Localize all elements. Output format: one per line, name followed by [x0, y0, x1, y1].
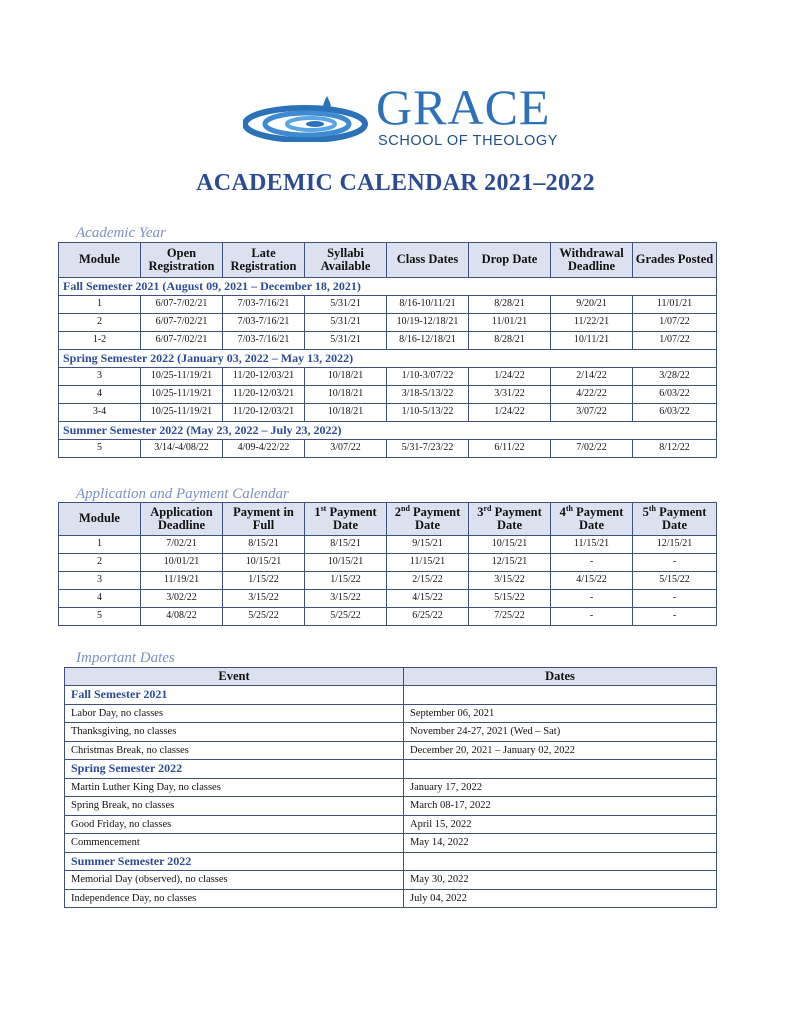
table-cell: -: [633, 590, 717, 608]
table-row: [65, 741, 717, 760]
table-cell: -: [551, 554, 633, 572]
event-cell: Good Friday, no classes: [65, 815, 404, 834]
table-row: [59, 554, 717, 572]
table-row: [65, 778, 717, 797]
page-title: ACADEMIC CALENDAR 2021–2022: [196, 170, 595, 196]
semester-title: Spring Semester 2022 (January 03, 2022 – May 13, 2022): [59, 350, 717, 368]
table-cell: 2: [59, 314, 141, 332]
table-cell: 5/31/21: [305, 314, 387, 332]
table-cell: 5/25/22: [223, 608, 305, 626]
table-row: [65, 834, 717, 853]
table-cell: 2/14/22: [551, 368, 633, 386]
table-cell: 11/19/21: [141, 572, 223, 590]
table-cell: 6/07-7/02/21: [141, 296, 223, 314]
table-cell: 11/15/21: [387, 554, 469, 572]
table-cell: 7/02/22: [551, 440, 633, 458]
table-cell: -: [551, 590, 633, 608]
semester-row: [59, 350, 717, 368]
payment-calendar-title: Application and Payment Calendar: [76, 486, 289, 502]
table-cell: 11/20-12/03/21: [223, 404, 305, 422]
table-row: [65, 815, 717, 834]
table-cell: 12/15/21: [633, 536, 717, 554]
table-cell: 5/31-7/23/22: [387, 440, 469, 458]
table-row: [59, 368, 717, 386]
table-cell: 6/03/22: [633, 386, 717, 404]
event-cell: Thanksgiving, no classes: [65, 723, 404, 742]
table-row: [65, 723, 717, 742]
table-cell: 8/16-12/18/21: [387, 332, 469, 350]
table-cell: 4/22/22: [551, 386, 633, 404]
table-cell: -: [633, 608, 717, 626]
semester-group-row: [65, 760, 717, 779]
grace-logo: [243, 79, 558, 150]
table-cell: 4: [59, 590, 141, 608]
table-cell: 10/15/21: [305, 554, 387, 572]
table-cell: 10/18/21: [305, 404, 387, 422]
table-cell: 1/07/22: [633, 332, 717, 350]
table-cell: 3/07/22: [305, 440, 387, 458]
header-module: Module: [59, 243, 141, 278]
table-cell: 7/03-7/16/21: [223, 314, 305, 332]
table-cell: 6/25/22: [387, 608, 469, 626]
table-cell: 4/09-4/22/22: [223, 440, 305, 458]
table-row: [59, 536, 717, 554]
event-cell: Commencement: [65, 834, 404, 853]
header-open-registration: Open Registration: [141, 243, 223, 278]
table-cell: 11/22/21: [551, 314, 633, 332]
table-cell: 7/03-7/16/21: [223, 296, 305, 314]
table-cell: 8/28/21: [469, 296, 551, 314]
table-cell: 8/16-10/11/21: [387, 296, 469, 314]
table-cell: 1/15/22: [305, 572, 387, 590]
table-row: [59, 314, 717, 332]
table-cell: 11/15/21: [551, 536, 633, 554]
table-cell: 11/01/21: [633, 296, 717, 314]
table-row: [59, 590, 717, 608]
header-4th-payment-date: 4th Payment Date: [551, 503, 633, 536]
table-cell: 10/11/21: [551, 332, 633, 350]
academic-header-row: [59, 243, 717, 278]
table-cell: 3/15/22: [469, 572, 551, 590]
table-cell: 4: [59, 386, 141, 404]
event-cell: Spring Break, no classes: [65, 797, 404, 816]
table-cell: 5/31/21: [305, 296, 387, 314]
table-cell: 8/12/22: [633, 440, 717, 458]
table-cell: 11/20-12/03/21: [223, 368, 305, 386]
table-cell: 8/15/21: [305, 536, 387, 554]
event-cell: Christmas Break, no classes: [65, 741, 404, 760]
table-cell: 3/31/22: [469, 386, 551, 404]
academic-year-title: Academic Year: [76, 225, 166, 241]
table-cell: 6/03/22: [633, 404, 717, 422]
table-row: [59, 608, 717, 626]
table-cell: 10/15/21: [469, 536, 551, 554]
header-class-dates: Class Dates: [387, 243, 469, 278]
table-cell: 1: [59, 296, 141, 314]
table-cell: 1-2: [59, 332, 141, 350]
table-row: [65, 797, 717, 816]
semester-title: Fall Semester 2021 (August 09, 2021 – December 18, 2021): [59, 278, 717, 296]
date-cell: July 04, 2022: [404, 889, 717, 908]
table-cell: 6/07-7/02/21: [141, 314, 223, 332]
empty-cell: [404, 760, 717, 779]
header-late-registration: Late Registration: [223, 243, 305, 278]
table-cell: 10/25-11/19/21: [141, 404, 223, 422]
table-cell: 3/15/22: [223, 590, 305, 608]
empty-cell: [404, 686, 717, 705]
date-cell: November 24-27, 2021 (Wed – Sat): [404, 723, 717, 742]
table-cell: 10/18/21: [305, 386, 387, 404]
table-cell: 3/02/22: [141, 590, 223, 608]
semester-group-title: Spring Semester 2022: [65, 760, 404, 779]
important-dates-table: [64, 667, 717, 908]
table-cell: -: [633, 554, 717, 572]
table-cell: 5/31/21: [305, 332, 387, 350]
table-row: [65, 871, 717, 890]
table-cell: 1/07/22: [633, 314, 717, 332]
table-cell: 2: [59, 554, 141, 572]
important-dates-title: Important Dates: [76, 650, 175, 666]
table-cell: -: [551, 608, 633, 626]
table-row: [59, 404, 717, 422]
table-cell: 10/18/21: [305, 368, 387, 386]
table-cell: 3: [59, 572, 141, 590]
table-cell: 1/15/22: [223, 572, 305, 590]
header-payment-in-full: Payment in Full: [223, 503, 305, 536]
table-cell: 5: [59, 608, 141, 626]
date-cell: September 06, 2021: [404, 704, 717, 723]
date-cell: March 08-17, 2022: [404, 797, 717, 816]
event-cell: Martin Luther King Day, no classes: [65, 778, 404, 797]
date-cell: May 30, 2022: [404, 871, 717, 890]
table-row: [59, 296, 717, 314]
empty-cell: [404, 852, 717, 871]
event-cell: Labor Day, no classes: [65, 704, 404, 723]
table-cell: 3/18-5/13/22: [387, 386, 469, 404]
semester-row: [59, 278, 717, 296]
table-cell: 8/15/21: [223, 536, 305, 554]
date-cell: April 15, 2022: [404, 815, 717, 834]
semester-group-row: [65, 686, 717, 705]
event-cell: Memorial Day (observed), no classes: [65, 871, 404, 890]
important-dates-header-row: [65, 668, 717, 686]
header-withdrawal-deadline: Withdrawal Deadline: [551, 243, 633, 278]
table-row: [59, 440, 717, 458]
semester-row: [59, 422, 717, 440]
table-cell: 3: [59, 368, 141, 386]
table-cell: 3/14/-4/08/22: [141, 440, 223, 458]
semester-group-title: Summer Semester 2022: [65, 852, 404, 871]
table-row: [59, 386, 717, 404]
table-cell: 6/11/22: [469, 440, 551, 458]
table-cell: 1/10-5/13/22: [387, 404, 469, 422]
table-cell: 7/25/22: [469, 608, 551, 626]
academic-year-table: [58, 242, 717, 458]
semester-title: Summer Semester 2022 (May 23, 2022 – July 23, 2022): [59, 422, 717, 440]
table-cell: 11/01/21: [469, 314, 551, 332]
table-cell: 10/25-11/19/21: [141, 386, 223, 404]
table-cell: 6/07-7/02/21: [141, 332, 223, 350]
table-cell: 1/24/22: [469, 404, 551, 422]
header-3rd-payment-date: 3rd Payment Date: [469, 503, 551, 536]
header-application-deadline: Application Deadline: [141, 503, 223, 536]
table-cell: 10/25-11/19/21: [141, 368, 223, 386]
table-row: [65, 704, 717, 723]
table-cell: 1: [59, 536, 141, 554]
table-row: [59, 572, 717, 590]
table-cell: 9/15/21: [387, 536, 469, 554]
table-cell: 4/15/22: [551, 572, 633, 590]
water-ripple-icon: [243, 94, 373, 142]
table-cell: 7/02/21: [141, 536, 223, 554]
table-cell: 5: [59, 440, 141, 458]
table-cell: 10/15/21: [223, 554, 305, 572]
header-event: Event: [65, 668, 404, 686]
table-cell: 1/10-3/07/22: [387, 368, 469, 386]
header-grades-posted: Grades Posted: [633, 243, 717, 278]
payment-header-row: [59, 503, 717, 536]
table-cell: 4/08/22: [141, 608, 223, 626]
header-drop-date: Drop Date: [469, 243, 551, 278]
semester-group-row: [65, 852, 717, 871]
table-cell: 7/03-7/16/21: [223, 332, 305, 350]
table-cell: 5/25/22: [305, 608, 387, 626]
table-cell: 3/28/22: [633, 368, 717, 386]
header-module: Module: [59, 503, 141, 536]
logo-subtitle: SCHOOL OF THEOLOGY: [378, 133, 558, 149]
table-cell: 5/15/22: [633, 572, 717, 590]
table-cell: 11/20-12/03/21: [223, 386, 305, 404]
table-cell: 12/15/21: [469, 554, 551, 572]
table-cell: 10/01/21: [141, 554, 223, 572]
table-cell: 9/20/21: [551, 296, 633, 314]
date-cell: January 17, 2022: [404, 778, 717, 797]
event-cell: Independence Day, no classes: [65, 889, 404, 908]
header-dates: Dates: [404, 668, 717, 686]
date-cell: December 20, 2021 – January 02, 2022: [404, 741, 717, 760]
table-cell: 8/28/21: [469, 332, 551, 350]
table-row: [65, 889, 717, 908]
semester-group-title: Fall Semester 2021: [65, 686, 404, 705]
logo-wordmark: GRACE: [376, 79, 551, 135]
header-5th-payment-date: 5th Payment Date: [633, 503, 717, 536]
payment-calendar-table: [58, 502, 717, 626]
header-syllabi-available: Syllabi Available: [305, 243, 387, 278]
table-row: [59, 332, 717, 350]
table-cell: 1/24/22: [469, 368, 551, 386]
table-cell: 3/07/22: [551, 404, 633, 422]
table-cell: 10/19-12/18/21: [387, 314, 469, 332]
header-1st-payment-date: 1st Payment Date: [305, 503, 387, 536]
table-cell: 5/15/22: [469, 590, 551, 608]
table-cell: 4/15/22: [387, 590, 469, 608]
table-cell: 2/15/22: [387, 572, 469, 590]
date-cell: May 14, 2022: [404, 834, 717, 853]
table-cell: 3/15/22: [305, 590, 387, 608]
table-cell: 3-4: [59, 404, 141, 422]
header-2nd-payment-date: 2nd Payment Date: [387, 503, 469, 536]
